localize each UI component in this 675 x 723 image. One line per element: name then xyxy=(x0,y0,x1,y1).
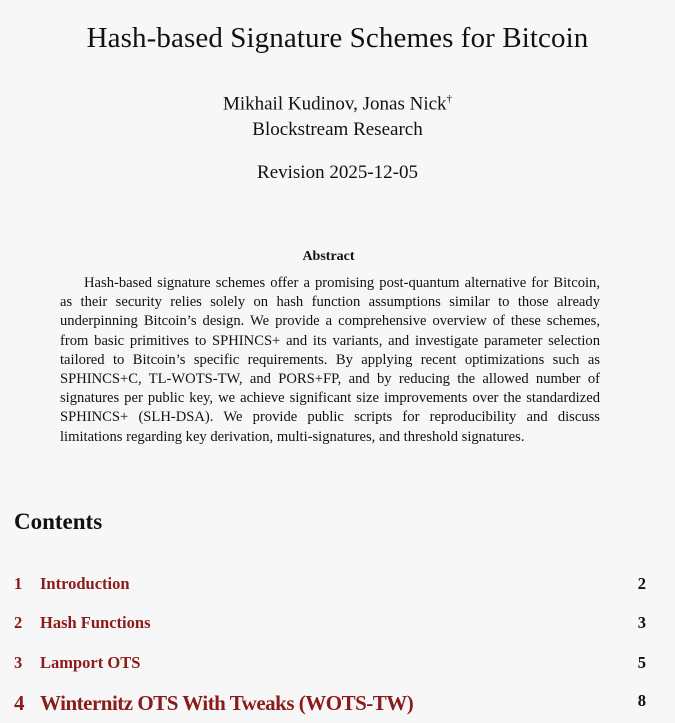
toc-entry-page: 5 xyxy=(637,653,646,672)
paper-title: Hash-based Signature Schemes for Bitcoin xyxy=(86,22,589,54)
author-line xyxy=(0,93,675,115)
toc-entry-lamport-ots[interactable] xyxy=(14,653,646,675)
affiliation: Blockstream Research xyxy=(252,119,423,140)
toc-entry-link[interactable]: Introduction xyxy=(40,574,130,593)
contents-heading: Contents xyxy=(14,509,103,534)
toc-entry-page: 8 xyxy=(637,691,646,710)
toc-entry-page: 3 xyxy=(637,613,646,632)
toc-entry-link[interactable]: Winternitz OTS With Tweaks (WOTS-TW) xyxy=(40,691,414,715)
abstract-body: Hash-based signature schemes offer a promising post-quantum alternative for Bitcoin, as their security relies solely on hash function assumptions similar to those already underpinning Bitcoin’s design. We provide a comprehensive overview of these schemes, from basic primitives to SPHINCS+ and its variants, and investigate parameter selection tailored to Bitcoin’s specific requirements. By applying recent optimizations such as SPHINCS+C, TL-WOTS-TW, and PORS+FP, and by reducing the allowed number of signatures per public key, we achieve significant size improvements over the standardized SPHINCS+ (SLH-DSA). We provide public scripts for reproducibility and discuss limitations regarding key derivation, multi-signatures, and threshold signatures. xyxy=(60,275,600,445)
author-names: Mikhail Kudinov, Jonas Nick xyxy=(222,93,447,115)
toc-entry-winternitz-ots[interactable] xyxy=(14,691,646,721)
toc-entry-link[interactable]: Hash Functions xyxy=(40,613,151,632)
toc-entry-introduction[interactable] xyxy=(14,574,646,596)
toc-entry-number: 1 xyxy=(14,574,23,593)
toc-entry-page: 2 xyxy=(637,574,646,593)
author-footnote-mark: † xyxy=(446,93,453,105)
toc-entry-number: 2 xyxy=(14,613,23,632)
toc-entry-hash-functions[interactable] xyxy=(14,613,646,635)
toc-entry-number: 4 xyxy=(14,691,24,715)
toc-entry-number: 3 xyxy=(14,653,23,672)
toc-entry-link[interactable]: Lamport OTS xyxy=(40,653,141,672)
revision-date: Revision 2025-12-05 xyxy=(257,162,418,183)
abstract-heading: Abstract xyxy=(302,249,355,264)
